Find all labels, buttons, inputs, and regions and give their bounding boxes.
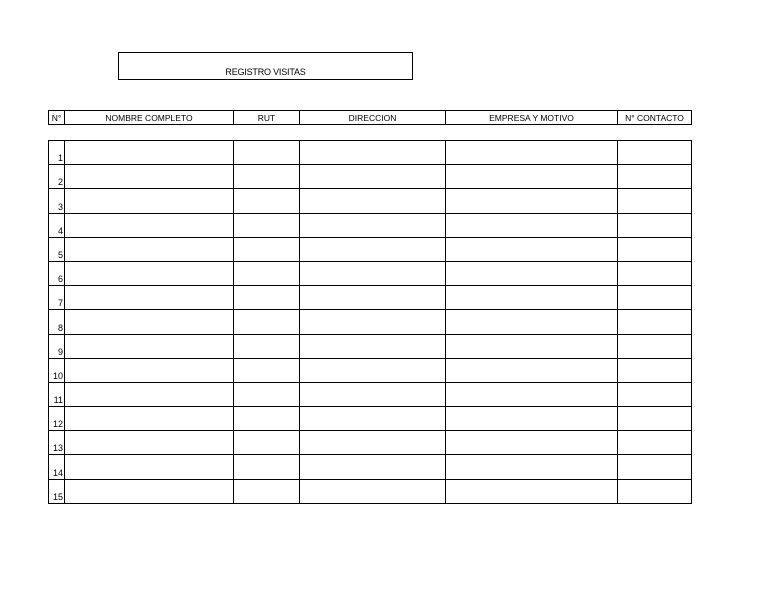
table-row [49, 431, 692, 455]
name-cell [65, 165, 234, 189]
company-reason-cell [446, 141, 618, 165]
company-reason-cell [446, 189, 618, 213]
address-cell [300, 334, 446, 358]
table-row [49, 382, 692, 406]
contact-cell [618, 286, 692, 310]
contact-cell [618, 382, 692, 406]
address-cell [300, 358, 446, 382]
visits-table [48, 140, 692, 504]
company-reason-cell [446, 455, 618, 479]
name-cell [65, 261, 234, 285]
name-cell [65, 286, 234, 310]
table-row [49, 407, 692, 431]
contact-cell [618, 479, 692, 503]
column-header-name: NOMBRE COMPLETO [65, 111, 234, 125]
row-number: 1 [49, 141, 65, 165]
company-reason-cell [446, 213, 618, 237]
address-cell [300, 286, 446, 310]
table-row [49, 334, 692, 358]
name-cell [65, 141, 234, 165]
rut-cell [234, 334, 300, 358]
rut-cell [234, 165, 300, 189]
name-cell [65, 431, 234, 455]
name-cell [65, 213, 234, 237]
address-cell [300, 407, 446, 431]
name-cell [65, 310, 234, 334]
company-reason-cell [446, 165, 618, 189]
rut-cell [234, 382, 300, 406]
rut-cell [234, 310, 300, 334]
address-cell [300, 310, 446, 334]
name-cell [65, 189, 234, 213]
row-number: 4 [49, 213, 65, 237]
rut-cell [234, 479, 300, 503]
rut-cell [234, 213, 300, 237]
contact-cell [618, 310, 692, 334]
table-row [49, 213, 692, 237]
row-number: 6 [49, 261, 65, 285]
name-cell [65, 407, 234, 431]
table-row [49, 189, 692, 213]
contact-cell [618, 455, 692, 479]
contact-cell [618, 358, 692, 382]
rut-cell [234, 286, 300, 310]
contact-cell [618, 407, 692, 431]
company-reason-cell [446, 286, 618, 310]
row-number: 3 [49, 189, 65, 213]
address-cell [300, 261, 446, 285]
name-cell [65, 455, 234, 479]
header-table [48, 110, 692, 125]
name-cell [65, 382, 234, 406]
table-row [49, 165, 692, 189]
contact-cell [618, 189, 692, 213]
address-cell [300, 455, 446, 479]
row-number: 14 [49, 455, 65, 479]
company-reason-cell [446, 310, 618, 334]
row-number: 10 [49, 358, 65, 382]
rut-cell [234, 237, 300, 261]
company-reason-cell [446, 237, 618, 261]
company-reason-cell [446, 261, 618, 285]
table-row [49, 455, 692, 479]
company-reason-cell [446, 407, 618, 431]
address-cell [300, 431, 446, 455]
column-header-rut: RUT [234, 111, 300, 125]
column-header-address: DIRECCION [300, 111, 446, 125]
contact-cell [618, 165, 692, 189]
address-cell [300, 213, 446, 237]
row-number: 2 [49, 165, 65, 189]
address-cell [300, 382, 446, 406]
header-row [49, 111, 692, 125]
row-number: 13 [49, 431, 65, 455]
row-number: 9 [49, 334, 65, 358]
company-reason-cell [446, 358, 618, 382]
contact-cell [618, 261, 692, 285]
column-header-number: N° [49, 111, 65, 125]
contact-cell [618, 237, 692, 261]
company-reason-cell [446, 382, 618, 406]
rut-cell [234, 431, 300, 455]
contact-cell [618, 141, 692, 165]
rut-cell [234, 189, 300, 213]
title-box [118, 52, 413, 80]
rut-cell [234, 407, 300, 431]
address-cell [300, 479, 446, 503]
company-reason-cell [446, 431, 618, 455]
table-row [49, 261, 692, 285]
table-row [49, 141, 692, 165]
column-header-company-reason: EMPRESA Y MOTIVO [446, 111, 618, 125]
row-number: 15 [49, 479, 65, 503]
address-cell [300, 237, 446, 261]
name-cell [65, 334, 234, 358]
rut-cell [234, 261, 300, 285]
company-reason-cell [446, 334, 618, 358]
table-row [49, 310, 692, 334]
column-header-contact: N° CONTACTO [618, 111, 692, 125]
row-number: 11 [49, 382, 65, 406]
contact-cell [618, 334, 692, 358]
contact-cell [618, 431, 692, 455]
name-cell [65, 358, 234, 382]
table-row [49, 479, 692, 503]
table-row [49, 237, 692, 261]
address-cell [300, 165, 446, 189]
address-cell [300, 141, 446, 165]
address-cell [300, 189, 446, 213]
name-cell [65, 479, 234, 503]
company-reason-cell [446, 479, 618, 503]
row-number: 5 [49, 237, 65, 261]
rut-cell [234, 141, 300, 165]
row-number: 7 [49, 286, 65, 310]
row-number: 12 [49, 407, 65, 431]
rut-cell [234, 358, 300, 382]
row-number: 8 [49, 310, 65, 334]
name-cell [65, 237, 234, 261]
table-row [49, 286, 692, 310]
page-title: REGISTRO VISITAS [225, 67, 306, 77]
rut-cell [234, 455, 300, 479]
table-row [49, 358, 692, 382]
contact-cell [618, 213, 692, 237]
